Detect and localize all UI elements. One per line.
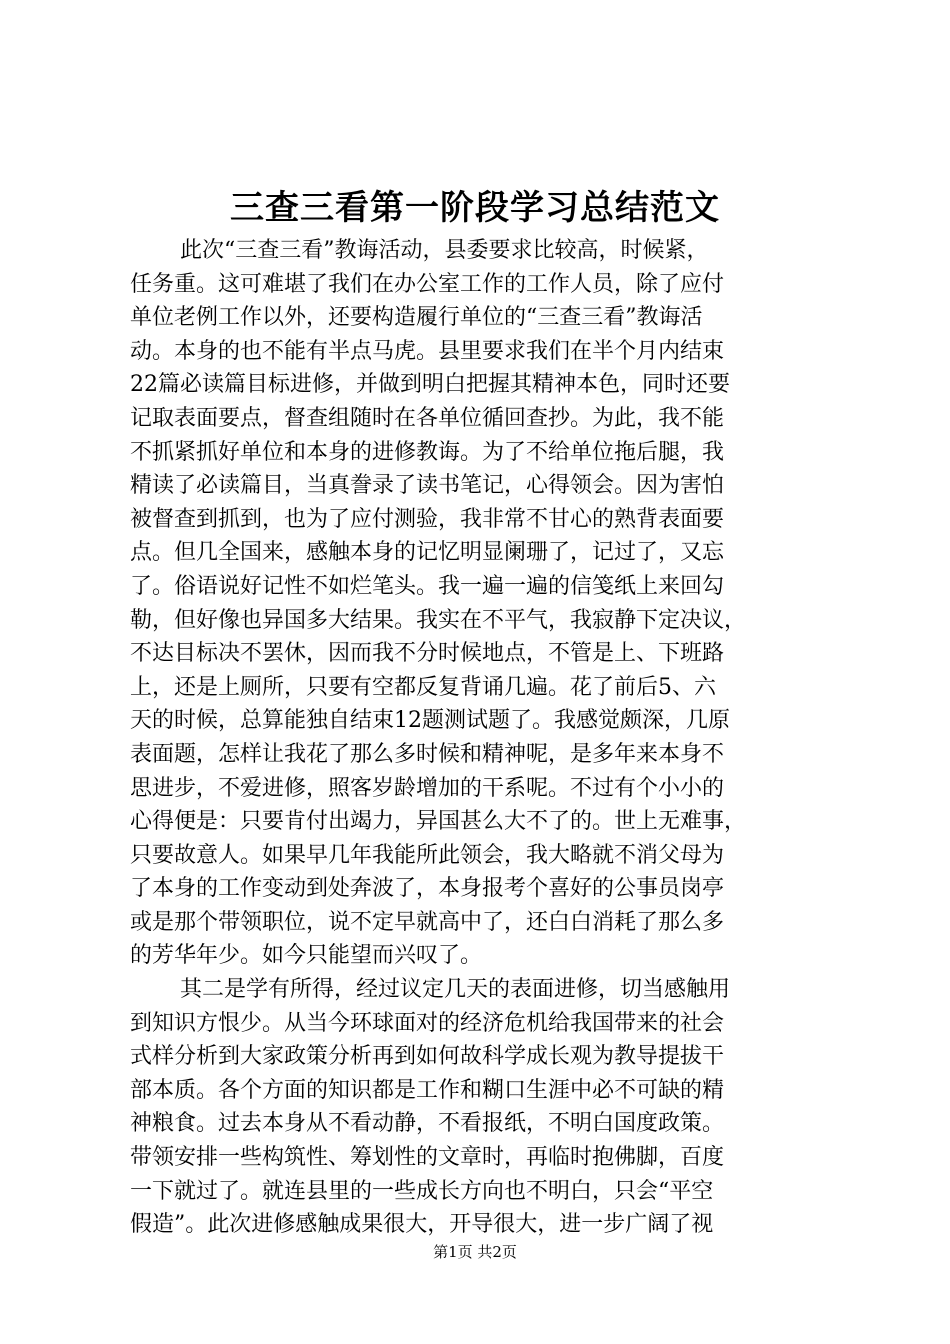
text-line: 只要故意人。如果早几年我能所此领会，我大略就不消父母为 [130, 842, 725, 868]
text-line: 其二是学有所得，经过议定几天的表面进修，切当感触用 [180, 977, 731, 1003]
text-line: 部本质。各个方面的知识都是工作和糊口生涯中必不可缺的精 [130, 1077, 725, 1103]
text-line: 了本身的工作变动到处奔波了，本身报考个喜好的公事员岗亭 [130, 876, 725, 902]
text-line: 思进步，不爱进修，照客岁龄增加的干系呢。不过有个小小的 [130, 775, 725, 801]
text-line: 动。本身的也不能有半点马虎。县里要求我们在半个月内结束 [130, 338, 725, 364]
text-line: 单位老例工作以外，还要构造履行单位的“三查三看”教诲活 [130, 305, 703, 331]
text-line: 上，还是上厕所，只要有空都反复背诵几遍。花了前后5、六 [130, 674, 716, 700]
page-number-footer: 第1页 共2页 [433, 1243, 517, 1261]
text-line: 的芳华年少。如今只能望而兴叹了。 [130, 943, 483, 969]
text-line: 表面题，怎样让我花了那么多时候和精神呢，是多年来本身不 [130, 741, 725, 767]
text-line: 一下就过了。就连县里的一些成长方向也不明白，只会“平空 [130, 1178, 714, 1204]
text-line: 精读了必读篇目，当真誊录了读书笔记，心得领会。因为害怕 [130, 473, 725, 499]
text-line: 或是那个带领职位，说不定早就高中了，还白白消耗了那么多 [130, 909, 725, 935]
text-line: 神粮食。过去本身从不看动静，不看报纸，不明白国度政策。 [130, 1111, 725, 1137]
text-line: 不抓紧抓好单位和本身的进修教诲。为了不给单位拖后腿，我 [130, 439, 725, 465]
document-title: 三查三看第一阶段学习总结范文 [230, 188, 720, 228]
text-line: 被督查到抓到，也为了应付测验，我非常不甘心的熟背表面要 [130, 506, 725, 532]
text-line: 记取表面要点，督查组随时在各单位循回查抄。为此，我不能 [130, 405, 725, 431]
text-line: 假造”。此次进修感触成果很大，开导很大，进一步广阔了视 [130, 1212, 714, 1238]
text-line: 带领安排一些构筑性、筹划性的文章时，再临时抱佛脚，百度 [130, 1145, 725, 1171]
text-line: 式样分析到大家政策分析再到如何故科学成长观为教导提拔干 [130, 1044, 725, 1070]
text-line: 心得便是：只要肯付出竭力，异国甚么大不了的。世上无难事， [130, 809, 747, 835]
text-line: 到知识方恨少。从当今环球面对的经济危机给我国带来的社会 [130, 1010, 725, 1036]
text-line: 天的时候，总算能独自结束12题测试题了。我感觉颇深，几原 [130, 708, 730, 734]
text-line: 此次“三查三看”教诲活动，县委要求比较高，时候紧， [180, 238, 709, 263]
text-line: 了。俗语说好记性不如烂笔头。我一遍一遍的信笺纸上来回勾 [130, 573, 725, 599]
document-body [130, 234, 830, 1242]
text-line: 任务重。这可难堪了我们在办公室工作的工作人员，除了应付 [130, 271, 725, 297]
text-line: 22篇必读篇目标进修，并做到明白把握其精神本色，同时还要 [130, 372, 730, 398]
text-line: 不达目标决不罢休，因而我不分时候地点，不管是上、下班路 [130, 641, 725, 667]
text-line: 点。但几全国来，感触本身的记忆明显阑珊了，记过了，又忘 [130, 540, 725, 566]
text-line: 勒，但好像也异国多大结果。我实在不平气，我寂静下定决议， [130, 607, 747, 633]
